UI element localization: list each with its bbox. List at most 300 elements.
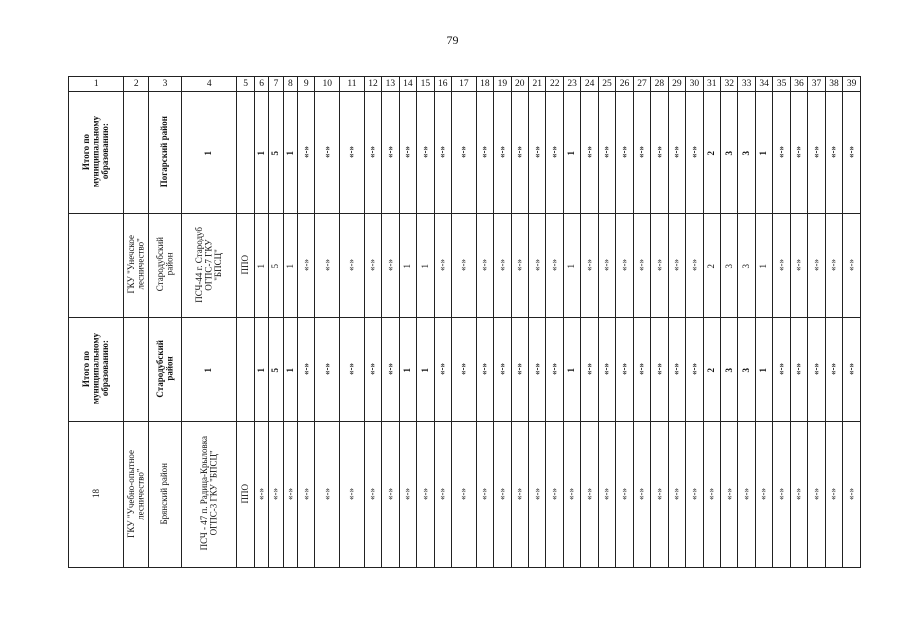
cell-text: 1 (255, 150, 266, 155)
cell-text: ППО (239, 483, 250, 504)
cell-text: 5 (270, 367, 281, 372)
column-number: 19 (494, 77, 511, 92)
table-cell (616, 422, 633, 568)
table-cell (843, 214, 861, 318)
table-cell (738, 92, 755, 214)
table-cell (237, 318, 254, 422)
cell-text: «-» (321, 145, 332, 158)
cell-text: 1 (419, 367, 430, 372)
cell-text: «-» (601, 487, 612, 500)
table-cell (269, 422, 283, 568)
column-number: 10 (315, 77, 340, 92)
table-cell (269, 214, 283, 318)
table-cell (399, 214, 416, 318)
table-cell (686, 422, 703, 568)
cell-text: «-» (458, 145, 469, 158)
cell-text: «-» (845, 362, 856, 375)
cell-text: «-» (758, 487, 769, 500)
table-cell (808, 214, 825, 318)
table-cell (417, 422, 434, 568)
cell-text: «-» (810, 487, 821, 500)
table-cell (254, 318, 268, 422)
column-number: 12 (364, 77, 381, 92)
cell-text: «-» (793, 487, 804, 500)
table-cell (511, 92, 528, 214)
table-cell (364, 318, 381, 422)
cell-text: «-» (636, 145, 647, 158)
cell-text: «-» (437, 145, 448, 158)
column-number: 6 (254, 77, 268, 92)
cell-text: 5 (270, 263, 281, 268)
table-cell (721, 214, 738, 318)
page-number: 79 (446, 33, 459, 47)
cell-text: «-» (548, 362, 559, 375)
table-cell (668, 92, 685, 214)
cell-text: «-» (636, 362, 647, 375)
table-cell (494, 92, 511, 214)
cell-text: «-» (775, 145, 786, 158)
cell-text: «-» (583, 145, 594, 158)
table-cell (563, 214, 580, 318)
table-cell (529, 318, 546, 422)
column-number: 11 (340, 77, 365, 92)
cell-text: «-» (367, 258, 378, 271)
cell-text: «-» (300, 145, 311, 158)
cell-text: «-» (479, 258, 490, 271)
column-number: 34 (755, 77, 772, 92)
cell-text: «-» (845, 258, 856, 271)
cell-text: «-» (636, 487, 647, 500)
table-cell (843, 422, 861, 568)
table-cell (616, 318, 633, 422)
table-cell (790, 422, 807, 568)
cell-text: «-» (740, 487, 751, 500)
table-cell (790, 318, 807, 422)
cell-text: «-» (618, 487, 629, 500)
cell-text: Стародубский район (154, 339, 175, 398)
table-cell (315, 318, 340, 422)
table-cell (808, 318, 825, 422)
table-cell (598, 318, 615, 422)
cell-text: 1 (402, 263, 413, 268)
table-cell (598, 92, 615, 214)
table-cell (254, 214, 268, 318)
cell-text: 1 (255, 263, 266, 268)
cell-text: «-» (688, 362, 699, 375)
data-grid (68, 76, 861, 568)
table-cell (340, 214, 365, 318)
column-number: 24 (581, 77, 598, 92)
table-cell (283, 422, 297, 568)
table-cell (69, 422, 124, 568)
table-cell (181, 214, 236, 318)
cell-text: 1 (758, 367, 769, 372)
cell-text: «-» (845, 145, 856, 158)
table-row (69, 318, 861, 422)
table-cell (434, 318, 451, 422)
cell-text: «-» (810, 258, 821, 271)
table-cell (651, 214, 668, 318)
table-cell (703, 92, 720, 214)
cell-text: «-» (384, 258, 395, 271)
cell-text: ГКУ "Учебно-опытное лесничество" (125, 449, 146, 538)
cell-text: Погарский район (159, 115, 170, 188)
cell-text: «-» (321, 258, 332, 271)
column-number: 8 (283, 77, 297, 92)
table-cell (686, 318, 703, 422)
table-cell (237, 92, 254, 214)
table-cell (581, 422, 598, 568)
cell-text: «-» (601, 258, 612, 271)
table-cell (633, 214, 650, 318)
table-cell (364, 92, 381, 214)
table-cell (382, 318, 399, 422)
cell-text: «-» (566, 487, 577, 500)
cell-text: ГКУ "Унечское лесничество" (125, 235, 146, 294)
table-cell (434, 92, 451, 214)
cell-text: «-» (583, 258, 594, 271)
table-cell (686, 92, 703, 214)
table-cell (434, 422, 451, 568)
table-cell (124, 214, 149, 318)
table-cell (417, 92, 434, 214)
table-cell (476, 422, 493, 568)
table-cell (237, 214, 254, 318)
cell-text: «-» (671, 487, 682, 500)
table-cell (364, 422, 381, 568)
table-cell (298, 318, 315, 422)
column-number: 20 (511, 77, 528, 92)
table-cell (340, 422, 365, 568)
table-cell (703, 422, 720, 568)
column-number: 37 (808, 77, 825, 92)
table-cell (382, 92, 399, 214)
cell-text: «-» (531, 258, 542, 271)
cell-text: «-» (284, 487, 295, 500)
table-cell (529, 92, 546, 214)
cell-text: «-» (384, 487, 395, 500)
cell-text: «-» (688, 258, 699, 271)
table-cell (124, 318, 149, 422)
cell-text: «-» (793, 362, 804, 375)
cell-text: 2 (706, 150, 717, 155)
cell-text: «-» (419, 487, 430, 500)
cell-text: 3 (723, 263, 734, 268)
cell-text: Брянский район (159, 462, 170, 525)
cell-text: «-» (402, 487, 413, 500)
table-cell (703, 214, 720, 318)
table-cell (283, 92, 297, 214)
table-row (69, 92, 861, 214)
table-cell (476, 214, 493, 318)
cell-text: ПСЧ-44 г. Стародуб ОГПС-7 ГКУ "БПСЦ" (194, 226, 223, 303)
table-cell (149, 214, 182, 318)
cell-text: «-» (300, 362, 311, 375)
table-cell (149, 318, 182, 422)
table-cell (269, 318, 283, 422)
cell-text: ПСЧ - 47 п. Радица-Крыловка ОГПС-3 ГКУ "БПСЦ" (198, 436, 219, 551)
cell-text: «-» (458, 362, 469, 375)
cell-text: ППО (239, 254, 250, 275)
cell-text: 1 (758, 150, 769, 155)
cell-text: «-» (402, 145, 413, 158)
table-cell (529, 422, 546, 568)
cell-text: «-» (548, 258, 559, 271)
table-cell (721, 422, 738, 568)
cell-text: Стародубский район (154, 237, 175, 292)
table-cell (773, 318, 790, 422)
table-cell (254, 422, 268, 568)
table-cell (315, 214, 340, 318)
table-cell (825, 422, 842, 568)
cell-text: 1 (402, 367, 413, 372)
cell-text: «-» (583, 487, 594, 500)
table-cell (494, 422, 511, 568)
cell-text: «-» (531, 487, 542, 500)
cell-text: «-» (367, 487, 378, 500)
cell-text: «-» (671, 258, 682, 271)
cell-text: 1 (203, 150, 214, 155)
column-number: 35 (773, 77, 790, 92)
cell-text: 2 (706, 367, 717, 372)
table-cell (755, 318, 772, 422)
cell-text: «-» (793, 258, 804, 271)
table-cell (633, 318, 650, 422)
table-cell (651, 422, 668, 568)
table-cell (476, 92, 493, 214)
table-cell (790, 92, 807, 214)
column-number: 27 (633, 77, 650, 92)
column-number: 1 (69, 77, 124, 92)
table-cell (546, 318, 563, 422)
column-number: 30 (686, 77, 703, 92)
column-number: 39 (843, 77, 861, 92)
column-number: 33 (738, 77, 755, 92)
table-cell (283, 214, 297, 318)
table-cell (399, 318, 416, 422)
table-cell (399, 92, 416, 214)
table-cell (616, 214, 633, 318)
cell-text: 1 (566, 367, 577, 372)
table-cell (181, 422, 236, 568)
column-number: 15 (417, 77, 434, 92)
column-number: 4 (181, 77, 236, 92)
column-number: 28 (651, 77, 668, 92)
cell-text: «-» (531, 145, 542, 158)
table-cell (298, 92, 315, 214)
table-cell (181, 318, 236, 422)
cell-text: 1 (566, 263, 577, 268)
table-cell (668, 318, 685, 422)
cell-text: «-» (636, 258, 647, 271)
table-cell (149, 422, 182, 568)
table-cell (825, 92, 842, 214)
cell-text: «-» (300, 258, 311, 271)
cell-text: «-» (496, 362, 507, 375)
table-cell (581, 92, 598, 214)
cell-text: «-» (671, 362, 682, 375)
column-number: 7 (269, 77, 283, 92)
table-cell (651, 92, 668, 214)
cell-text: «-» (793, 145, 804, 158)
cell-text: «-» (653, 145, 664, 158)
cell-text: «-» (671, 145, 682, 158)
cell-text: 3 (740, 367, 751, 372)
cell-text: 1 (203, 367, 214, 372)
table-row (69, 422, 861, 568)
table-cell (808, 422, 825, 568)
column-number: 25 (598, 77, 615, 92)
cell-text: «-» (479, 487, 490, 500)
cell-text: «-» (437, 258, 448, 271)
cell-text: «-» (810, 145, 821, 158)
cell-text: «-» (653, 258, 664, 271)
table-cell (773, 214, 790, 318)
table-cell (340, 318, 365, 422)
table-cell (69, 214, 124, 318)
table-cell (616, 92, 633, 214)
table-cell (755, 92, 772, 214)
table-cell (598, 422, 615, 568)
cell-text: «-» (384, 362, 395, 375)
table-cell (581, 318, 598, 422)
cell-text: «-» (775, 362, 786, 375)
cell-text: «-» (514, 487, 525, 500)
cell-text: «-» (496, 258, 507, 271)
cell-text: «-» (618, 145, 629, 158)
table-cell (825, 214, 842, 318)
table-cell (755, 422, 772, 568)
table-cell (703, 318, 720, 422)
cell-text: «-» (845, 487, 856, 500)
cell-text: «-» (514, 362, 525, 375)
cell-text: «-» (723, 487, 734, 500)
cell-text: «-» (384, 145, 395, 158)
table-row (69, 214, 861, 318)
table-cell (651, 318, 668, 422)
table-cell (511, 214, 528, 318)
cell-text: Итого по муниципальному образованию: (81, 332, 110, 405)
table-cell (598, 214, 615, 318)
cell-text: «-» (688, 487, 699, 500)
cell-text: «-» (706, 487, 717, 500)
table-cell (546, 214, 563, 318)
column-number: 29 (668, 77, 685, 92)
table-cell (738, 214, 755, 318)
cell-text: «-» (828, 145, 839, 158)
cell-text: «-» (300, 487, 311, 500)
column-number: 21 (529, 77, 546, 92)
cell-text: «-» (270, 487, 281, 500)
table-cell (254, 92, 268, 214)
cell-text: 3 (740, 150, 751, 155)
column-number: 36 (790, 77, 807, 92)
table-cell (417, 214, 434, 318)
column-number: 22 (546, 77, 563, 92)
cell-text: 3 (723, 150, 734, 155)
cell-text: «-» (548, 145, 559, 158)
table-cell (529, 214, 546, 318)
table-cell (721, 92, 738, 214)
cell-text: 1 (566, 150, 577, 155)
table-cell (237, 422, 254, 568)
cell-text: «-» (653, 362, 664, 375)
table-cell (825, 318, 842, 422)
column-number: 2 (124, 77, 149, 92)
cell-text: «-» (583, 362, 594, 375)
table-cell (124, 422, 149, 568)
table-cell (269, 92, 283, 214)
cell-text: «-» (828, 258, 839, 271)
table-cell (511, 422, 528, 568)
table-cell (581, 214, 598, 318)
table-cell (563, 318, 580, 422)
cell-text: Итого по муниципальному образованию: (81, 115, 110, 188)
table-cell (668, 422, 685, 568)
table-cell (843, 318, 861, 422)
cell-text: «-» (688, 145, 699, 158)
column-number: 23 (563, 77, 580, 92)
table-cell (773, 92, 790, 214)
table-cell (399, 422, 416, 568)
cell-text: «-» (496, 145, 507, 158)
column-number: 3 (149, 77, 182, 92)
cell-text: 1 (284, 263, 295, 268)
table-cell (546, 422, 563, 568)
table-cell (434, 214, 451, 318)
table-cell (283, 318, 297, 422)
table-cell (452, 214, 477, 318)
cell-text: «-» (828, 487, 839, 500)
table-cell (382, 422, 399, 568)
table-cell (340, 92, 365, 214)
cell-text: «-» (601, 145, 612, 158)
cell-text: «-» (775, 487, 786, 500)
cell-text: «-» (653, 487, 664, 500)
column-number: 32 (721, 77, 738, 92)
cell-text: «-» (346, 362, 357, 375)
cell-text: 1 (758, 263, 769, 268)
column-number: 9 (298, 77, 315, 92)
table-cell (315, 422, 340, 568)
table-cell (452, 422, 477, 568)
table-cell (755, 214, 772, 318)
cell-text: «-» (601, 362, 612, 375)
table-cell (181, 92, 236, 214)
table-cell (721, 318, 738, 422)
cell-text: 2 (706, 263, 717, 268)
table-cell (124, 92, 149, 214)
cell-text: «-» (437, 487, 448, 500)
cell-text: «-» (775, 258, 786, 271)
cell-text: «-» (419, 145, 430, 158)
cell-text: «-» (514, 258, 525, 271)
table-cell (494, 214, 511, 318)
table-cell (417, 318, 434, 422)
cell-text: 3 (740, 263, 751, 268)
cell-text: «-» (321, 487, 332, 500)
table-cell (298, 214, 315, 318)
table-cell (668, 214, 685, 318)
table-cell (315, 92, 340, 214)
column-number: 14 (399, 77, 416, 92)
table-cell (546, 92, 563, 214)
table-cell (563, 422, 580, 568)
cell-text: «-» (618, 362, 629, 375)
table-cell (808, 92, 825, 214)
cell-text: «-» (514, 145, 525, 158)
table-cell (843, 92, 861, 214)
